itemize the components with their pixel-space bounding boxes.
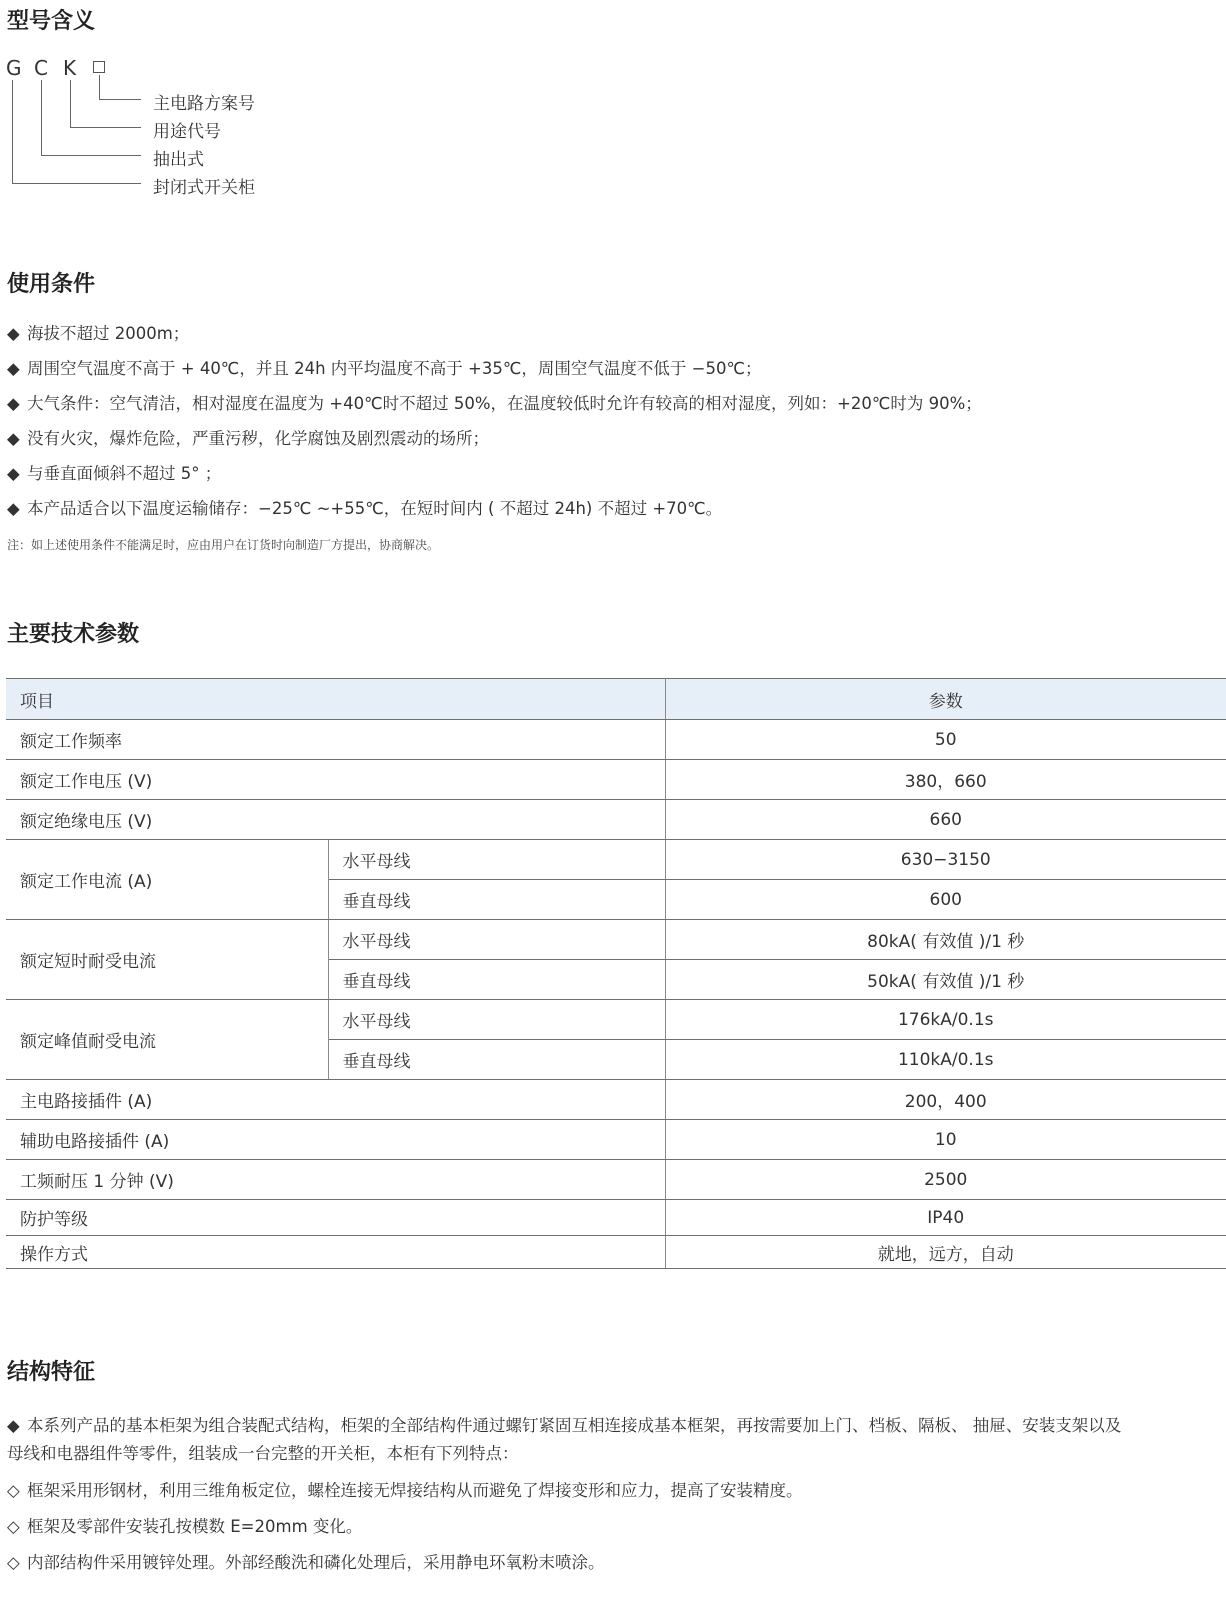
condition-text: 没有火灾，爆炸危险，严重污秽，化学腐蚀及剧烈震动的场所； bbox=[27, 429, 489, 448]
table-row bbox=[6, 1160, 1226, 1200]
connector-line bbox=[99, 75, 100, 99]
row-value: 600 bbox=[665, 880, 1226, 920]
connector-line bbox=[70, 127, 141, 128]
row-value: IP40 bbox=[665, 1200, 1226, 1236]
table-row bbox=[6, 1000, 1226, 1040]
row-value: 50kA( 有效值 )/1 秒 bbox=[665, 960, 1226, 1000]
model-letter-k: K bbox=[63, 56, 77, 80]
row-value: 50 bbox=[665, 720, 1226, 760]
diamond-bullet-icon: ◆ bbox=[7, 394, 20, 413]
table-row bbox=[6, 1236, 1226, 1269]
connector-line bbox=[12, 80, 13, 183]
table-row bbox=[6, 920, 1226, 960]
connector-line bbox=[12, 183, 141, 184]
condition-text: 本产品适合以下温度运输储存：−25℃ ~+55℃，在短时间内 ( 不超过 24h) 不超过 +70℃。 bbox=[27, 499, 723, 518]
legend-main-circuit: 主电路方案号 bbox=[153, 94, 255, 114]
row-item: 额定短时耐受电流 bbox=[6, 920, 328, 1000]
legend-drawout: 抽出式 bbox=[153, 150, 204, 170]
diamond-bullet-icon: ◆ bbox=[7, 429, 20, 448]
row-value: 630−3150 bbox=[665, 840, 1226, 880]
row-sub-label: 水平母线 bbox=[328, 840, 665, 880]
row-value: 就地，远方，自动 bbox=[665, 1236, 1226, 1269]
structure-intro bbox=[7, 1412, 1121, 1436]
connector-line bbox=[70, 80, 71, 127]
row-value: 200，400 bbox=[665, 1080, 1226, 1120]
row-item: 额定峰值耐受电流 bbox=[6, 1000, 328, 1080]
row-value: 2500 bbox=[665, 1160, 1226, 1200]
row-sub-label: 水平母线 bbox=[328, 920, 665, 960]
row-item: 工频耐压 1 分钟 (V) bbox=[6, 1160, 665, 1200]
row-item: 操作方式 bbox=[6, 1236, 665, 1269]
structure-intro-line1: 本系列产品的基本柜架为组合装配式结构，柜架的全部结构件通过螺钉紧固互相连接成基本框架，再按需要加上门、档板、隔板、 抽屉、安装支架以及 bbox=[27, 1416, 1122, 1435]
hollow-diamond-icon: ◇ bbox=[7, 1553, 20, 1572]
condition-text: 大气条件：空气清洁，相对湿度在温度为 +40℃时不超过 50%，在温度较低时允许有较高的相对湿度，列如：+20℃时为 90%； bbox=[27, 394, 982, 413]
condition-item bbox=[7, 355, 761, 379]
spec-table bbox=[6, 678, 1226, 1269]
table-row bbox=[6, 800, 1226, 840]
section-title-model: 型号含义 bbox=[7, 9, 96, 34]
legend-enclosed: 封闭式开关柜 bbox=[153, 178, 255, 198]
header-item: 项目 bbox=[6, 679, 665, 720]
condition-item bbox=[7, 495, 722, 519]
diamond-bullet-icon: ◆ bbox=[7, 499, 20, 518]
condition-item bbox=[7, 460, 221, 484]
hollow-diamond-icon: ◇ bbox=[7, 1517, 20, 1536]
structure-point-text: 框架采用形钢材，利用三维角板定位，螺栓连接无焊接结构从而避免了焊接变形和应力，提高了安装精度。 bbox=[27, 1481, 803, 1500]
table-header-row bbox=[6, 679, 1226, 720]
condition-item bbox=[7, 390, 982, 414]
conditions-note: 注：如上述使用条件不能满足时，应由用户在订货时向制造厂方提出，协商解决。 bbox=[7, 538, 440, 552]
condition-item bbox=[7, 425, 489, 449]
row-value: 10 bbox=[665, 1120, 1226, 1160]
row-item: 主电路接插件 (A) bbox=[6, 1080, 665, 1120]
table-row bbox=[6, 760, 1226, 800]
model-letter-c: C bbox=[34, 56, 48, 80]
diamond-bullet-icon: ◆ bbox=[7, 1416, 20, 1435]
table-row bbox=[6, 720, 1226, 760]
table-row bbox=[6, 1200, 1226, 1236]
row-item: 额定工作频率 bbox=[6, 720, 665, 760]
condition-item bbox=[7, 320, 189, 344]
diamond-bullet-icon: ◆ bbox=[7, 324, 20, 343]
condition-text: 与垂直面倾斜不超过 5° ； bbox=[27, 464, 222, 483]
table-row bbox=[6, 840, 1226, 880]
row-sub-label: 垂直母线 bbox=[328, 960, 665, 1000]
hollow-diamond-icon: ◇ bbox=[7, 1481, 20, 1500]
row-value: 110kA/0.1s bbox=[665, 1040, 1226, 1080]
row-item: 额定绝缘电压 (V) bbox=[6, 800, 665, 840]
condition-text: 周围空气温度不高于 + 40℃，并且 24h 内平均温度不高于 +35℃，周围空气温度不低于 −50℃； bbox=[27, 359, 762, 378]
row-sub-label: 垂直母线 bbox=[328, 1040, 665, 1080]
section-title-specs: 主要技术参数 bbox=[7, 622, 140, 647]
model-letter-g: G bbox=[6, 56, 22, 80]
section-title-conditions: 使用条件 bbox=[7, 272, 96, 297]
connector-line bbox=[99, 99, 141, 100]
row-value: 380，660 bbox=[665, 760, 1226, 800]
diamond-bullet-icon: ◆ bbox=[7, 359, 20, 378]
header-value: 参数 bbox=[665, 679, 1226, 720]
structure-point bbox=[7, 1513, 362, 1537]
structure-point-text: 内部结构件采用镀锌处理。外部经酸洗和磷化处理后，采用静电环氧粉末喷涂。 bbox=[27, 1553, 605, 1572]
structure-point bbox=[7, 1477, 803, 1501]
row-item: 额定工作电流 (A) bbox=[6, 840, 328, 920]
structure-intro-line2: 母线和电器组件等零件，组装成一台完整的开关柜，本柜有下列特点： bbox=[7, 1444, 519, 1463]
row-value: 80kA( 有效值 )/1 秒 bbox=[665, 920, 1226, 960]
structure-point bbox=[7, 1549, 605, 1573]
row-sub-label: 水平母线 bbox=[328, 1000, 665, 1040]
row-value: 660 bbox=[665, 800, 1226, 840]
table-row bbox=[6, 1120, 1226, 1160]
row-item: 额定工作电压 (V) bbox=[6, 760, 665, 800]
row-sub-label: 垂直母线 bbox=[328, 880, 665, 920]
connector-line bbox=[41, 80, 42, 155]
connector-line bbox=[41, 155, 141, 156]
model-placeholder-box bbox=[93, 61, 105, 73]
condition-text: 海拔不超过 2000m； bbox=[27, 324, 190, 343]
diamond-bullet-icon: ◆ bbox=[7, 464, 20, 483]
legend-usage-code: 用途代号 bbox=[153, 122, 221, 142]
structure-point-text: 框架及零部件安装孔按模数 E=20mm 变化。 bbox=[27, 1517, 363, 1536]
row-value: 176kA/0.1s bbox=[665, 1000, 1226, 1040]
table-row bbox=[6, 1080, 1226, 1120]
row-item: 防护等级 bbox=[6, 1200, 665, 1236]
section-title-structure: 结构特征 bbox=[7, 1360, 96, 1385]
row-item: 辅助电路接插件 (A) bbox=[6, 1120, 665, 1160]
